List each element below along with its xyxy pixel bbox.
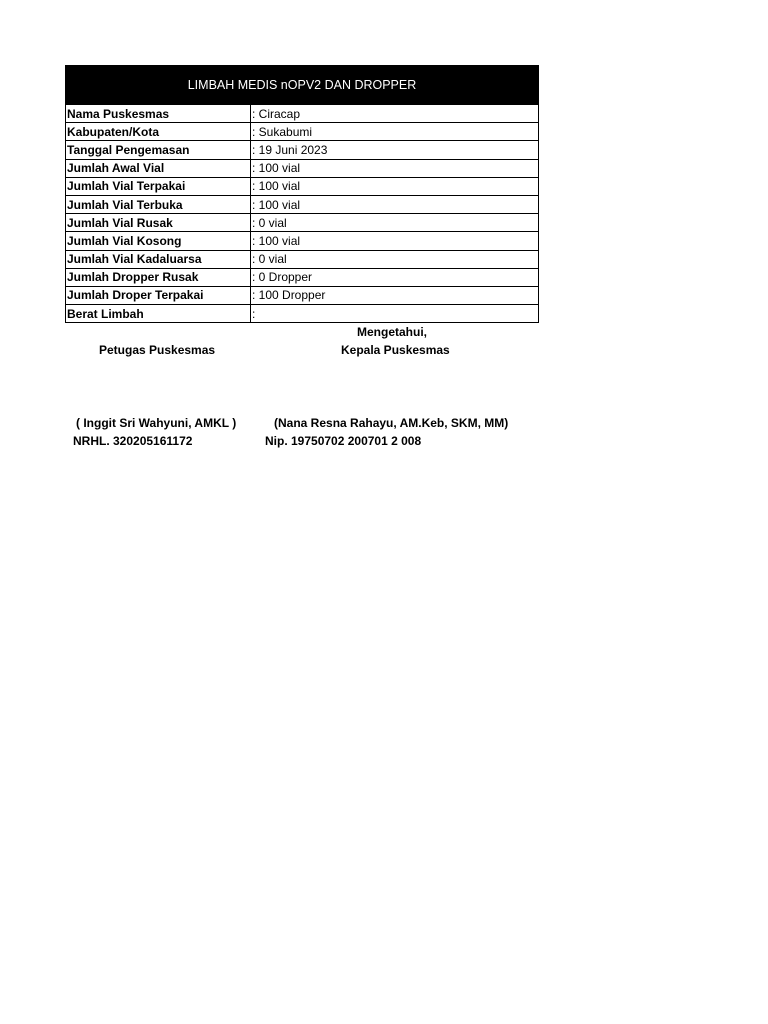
field-value-jumlah-vial-kadaluarsa: : 0 vial — [251, 250, 539, 268]
field-value-jumlah-awal-vial: : 100 vial — [251, 159, 539, 177]
table-row — [66, 268, 539, 286]
field-value-jumlah-vial-terbuka: : 100 vial — [251, 195, 539, 213]
field-label-kabupaten-kota: Kabupaten/Kota — [66, 123, 251, 141]
field-label-jumlah-vial-terbuka: Jumlah Vial Terbuka — [66, 195, 251, 213]
table-row — [66, 286, 539, 304]
table-row — [66, 105, 539, 123]
field-label-jumlah-vial-kadaluarsa: Jumlah Vial Kadaluarsa — [66, 250, 251, 268]
field-value-berat-limbah: : — [251, 305, 539, 323]
field-value-jumlah-droper-terpakai: : 100 Dropper — [251, 286, 539, 304]
acknowledged-label: Mengetahui, — [357, 325, 428, 339]
field-value-jumlah-dropper-rusak: : 0 Dropper — [251, 268, 539, 286]
field-value-jumlah-vial-terpakai: : 100 vial — [251, 177, 539, 195]
field-label-jumlah-vial-rusak: Jumlah Vial Rusak — [66, 214, 251, 232]
table-row — [66, 177, 539, 195]
field-label-tanggal-pengemasan: Tanggal Pengemasan — [66, 141, 251, 159]
field-value-kabupaten-kota: : Sukabumi — [251, 123, 539, 141]
left-signer-id: NRHL. 320205161172 — [73, 434, 193, 448]
form-title-row — [66, 66, 539, 105]
right-signer-id: Nip. 19750702 200701 2 008 — [265, 434, 422, 448]
right-signer-name: (Nana Resna Rahayu, AM.Keb, SKM, MM) — [274, 416, 509, 430]
field-value-jumlah-vial-kosong: : 100 vial — [251, 232, 539, 250]
field-label-jumlah-dropper-rusak: Jumlah Dropper Rusak — [66, 268, 251, 286]
field-label-jumlah-vial-kosong: Jumlah Vial Kosong — [66, 232, 251, 250]
field-value-nama-puskesmas: : Ciracap — [251, 105, 539, 123]
table-row — [66, 159, 539, 177]
field-label-jumlah-awal-vial: Jumlah Awal Vial — [66, 159, 251, 177]
field-label-nama-puskesmas: Nama Puskesmas — [66, 105, 251, 123]
form-title: LIMBAH MEDIS nOPV2 DAN DROPPER — [66, 66, 539, 105]
table-row — [66, 195, 539, 213]
left-signer-role: Petugas Puskesmas — [99, 343, 216, 357]
table-row — [66, 123, 539, 141]
table-row — [66, 141, 539, 159]
left-signer-name: ( Inggit Sri Wahyuni, AMKL ) — [76, 416, 237, 430]
field-value-tanggal-pengemasan: : 19 Juni 2023 — [251, 141, 539, 159]
table-row — [66, 232, 539, 250]
table-row — [66, 305, 539, 323]
table-row — [66, 214, 539, 232]
field-value-jumlah-vial-rusak: : 0 vial — [251, 214, 539, 232]
field-label-jumlah-vial-terpakai: Jumlah Vial Terpakai — [66, 177, 251, 195]
table-row — [66, 250, 539, 268]
right-signer-role: Kepala Puskesmas — [341, 343, 450, 357]
field-label-berat-limbah: Berat Limbah — [66, 305, 251, 323]
field-label-jumlah-droper-terpakai: Jumlah Droper Terpakai — [66, 286, 251, 304]
waste-form-table — [65, 65, 539, 323]
